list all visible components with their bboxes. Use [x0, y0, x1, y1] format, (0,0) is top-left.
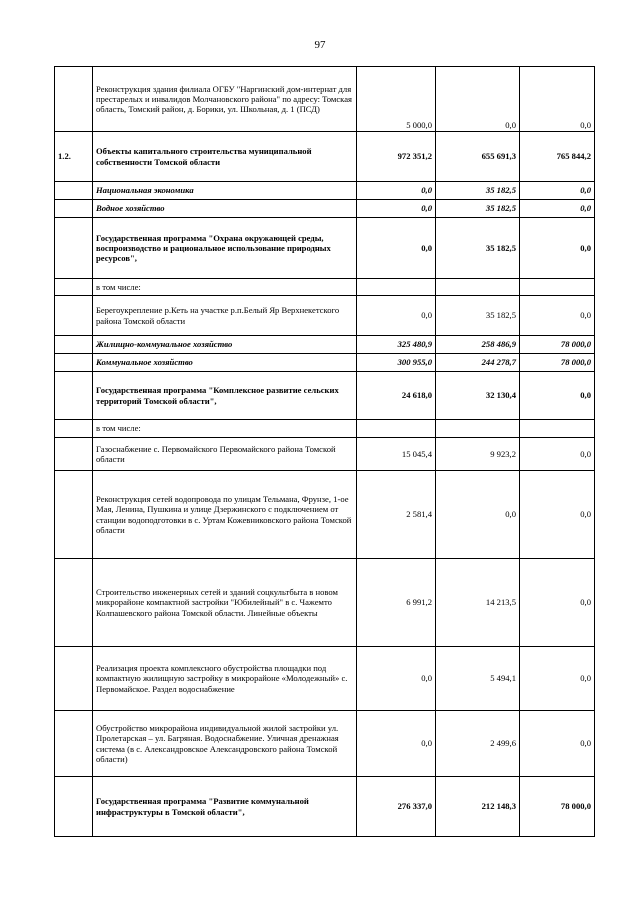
value-col-3 — [520, 420, 595, 438]
value-col-3: 78 000,0 — [520, 354, 595, 372]
row-description: Реконструкция сетей водопровода по улицам Тельмана, Фрунзе, 1-ое Мая, Ленина, Пушкина и улице Дзержинского с подключением от станции водоподготовки в с. Уртам Кожевниковского района Томской области — [93, 471, 357, 559]
value-col-3: 0,0 — [520, 67, 595, 132]
row-number — [55, 200, 93, 218]
row-description: Национальная экономика — [93, 182, 357, 200]
value-col-1: 6 991,2 — [357, 559, 436, 647]
value-col-3 — [520, 279, 595, 296]
table-row — [55, 354, 595, 372]
row-number — [55, 354, 93, 372]
value-col-2: 244 278,7 — [436, 354, 520, 372]
table-row — [55, 559, 595, 647]
value-col-2 — [436, 420, 520, 438]
value-col-1 — [357, 279, 436, 296]
row-description: Реконструкция здания филиала ОГБУ "Наргинский дом-интернат для престарелых и инвалидов Молчановского района" по адресу: Томская область, Томский район, д. Борики, ул. Школьная, д. 1 (ПСД) — [93, 67, 357, 132]
row-number — [55, 420, 93, 438]
value-col-3: 0,0 — [520, 218, 595, 279]
row-description: Государственная программа "Комплексное развитие сельских территорий Томской области", — [93, 372, 357, 420]
value-col-1: 5 000,0 — [357, 67, 436, 132]
table-row — [55, 420, 595, 438]
value-col-3: 0,0 — [520, 438, 595, 471]
table-row — [55, 279, 595, 296]
value-col-2: 32 130,4 — [436, 372, 520, 420]
table-row — [55, 438, 595, 471]
value-col-3: 0,0 — [520, 372, 595, 420]
row-number — [55, 218, 93, 279]
row-number — [55, 777, 93, 837]
row-description: Государственная программа "Развитие коммунальной инфраструктуры в Томской области", — [93, 777, 357, 837]
value-col-3: 78 000,0 — [520, 777, 595, 837]
value-col-3: 0,0 — [520, 559, 595, 647]
table-row — [55, 471, 595, 559]
table-row — [55, 647, 595, 711]
value-col-1: 0,0 — [357, 711, 436, 777]
value-col-2: 258 486,9 — [436, 336, 520, 354]
value-col-3: 78 000,0 — [520, 336, 595, 354]
table-row — [55, 182, 595, 200]
table-row — [55, 711, 595, 777]
value-col-1: 0,0 — [357, 182, 436, 200]
row-number — [55, 182, 93, 200]
table-row — [55, 67, 595, 132]
row-description: Жилищно-коммунальное хозяйство — [93, 336, 357, 354]
table-row — [55, 132, 595, 182]
value-col-2: 35 182,5 — [436, 182, 520, 200]
row-number — [55, 279, 93, 296]
table-row — [55, 218, 595, 279]
row-number — [55, 336, 93, 354]
value-col-2: 212 148,3 — [436, 777, 520, 837]
value-col-3: 0,0 — [520, 647, 595, 711]
value-col-2: 0,0 — [436, 67, 520, 132]
value-col-1: 325 480,9 — [357, 336, 436, 354]
table-row — [55, 777, 595, 837]
value-col-3: 0,0 — [520, 471, 595, 559]
row-description: Государственная программа "Охрана окружающей среды, воспроизводство и рациональное использование природных ресурсов", — [93, 218, 357, 279]
row-number — [55, 296, 93, 336]
value-col-2: 9 923,2 — [436, 438, 520, 471]
value-col-1: 0,0 — [357, 296, 436, 336]
value-col-2: 2 499,6 — [436, 711, 520, 777]
value-col-2: 5 494,1 — [436, 647, 520, 711]
value-col-1: 0,0 — [357, 200, 436, 218]
value-col-1: 2 581,4 — [357, 471, 436, 559]
row-number — [55, 67, 93, 132]
value-col-3: 0,0 — [520, 200, 595, 218]
value-col-2 — [436, 279, 520, 296]
value-col-1 — [357, 420, 436, 438]
row-number — [55, 647, 93, 711]
value-col-2: 35 182,5 — [436, 296, 520, 336]
value-col-1: 300 955,0 — [357, 354, 436, 372]
row-description: Объекты капитального строительства муниципальной собственности Томской области — [93, 132, 357, 182]
row-description: Реализация проекта комплексного обустройства площадки под компактную жилищную застройку в микрорайоне «Молодежный» с. Первомайское. Раздел водоснабжение — [93, 647, 357, 711]
row-number — [55, 471, 93, 559]
table-row — [55, 372, 595, 420]
table-row — [55, 296, 595, 336]
row-description: Обустройство микрорайона индивидуальной жилой застройки ул. Пролетарская – ул. Багряная. Водоснабжение. Уличная дренажная система (в с. Александровское Александровского района Томской области) — [93, 711, 357, 777]
value-col-3: 0,0 — [520, 711, 595, 777]
row-number: 1.2. — [55, 132, 93, 182]
row-description: Берегоукрепление р.Кеть на участке р.п.Белый Яр Верхнекетского района Томской области — [93, 296, 357, 336]
value-col-1: 15 045,4 — [357, 438, 436, 471]
row-description: Водное хозяйство — [93, 200, 357, 218]
value-col-1: 24 618,0 — [357, 372, 436, 420]
budget-table — [54, 66, 595, 837]
value-col-2: 655 691,3 — [436, 132, 520, 182]
value-col-3: 765 844,2 — [520, 132, 595, 182]
value-col-2: 0,0 — [436, 471, 520, 559]
value-col-1: 0,0 — [357, 647, 436, 711]
row-number — [55, 372, 93, 420]
row-description: в том числе: — [93, 420, 357, 438]
value-col-1: 0,0 — [357, 218, 436, 279]
row-description: Коммунальное хозяйство — [93, 354, 357, 372]
page-number: 97 — [314, 39, 326, 51]
row-description: Строительство инженерных сетей и зданий соцкультбыта в новом микрорайоне компактной застройки "Юбилейный" в с. Чажемто Колпашевского района Томской области. Линейные объекты — [93, 559, 357, 647]
value-col-2: 14 213,5 — [436, 559, 520, 647]
row-number — [55, 711, 93, 777]
value-col-2: 35 182,5 — [436, 200, 520, 218]
value-col-2: 35 182,5 — [436, 218, 520, 279]
value-col-1: 276 337,0 — [357, 777, 436, 837]
table-row — [55, 336, 595, 354]
table-row — [55, 200, 595, 218]
value-col-3: 0,0 — [520, 182, 595, 200]
row-number — [55, 438, 93, 471]
row-description: Газоснабжение с. Первомайского Первомайского района Томской области — [93, 438, 357, 471]
value-col-3: 0,0 — [520, 296, 595, 336]
row-description: в том числе: — [93, 279, 357, 296]
row-number — [55, 559, 93, 647]
value-col-1: 972 351,2 — [357, 132, 436, 182]
